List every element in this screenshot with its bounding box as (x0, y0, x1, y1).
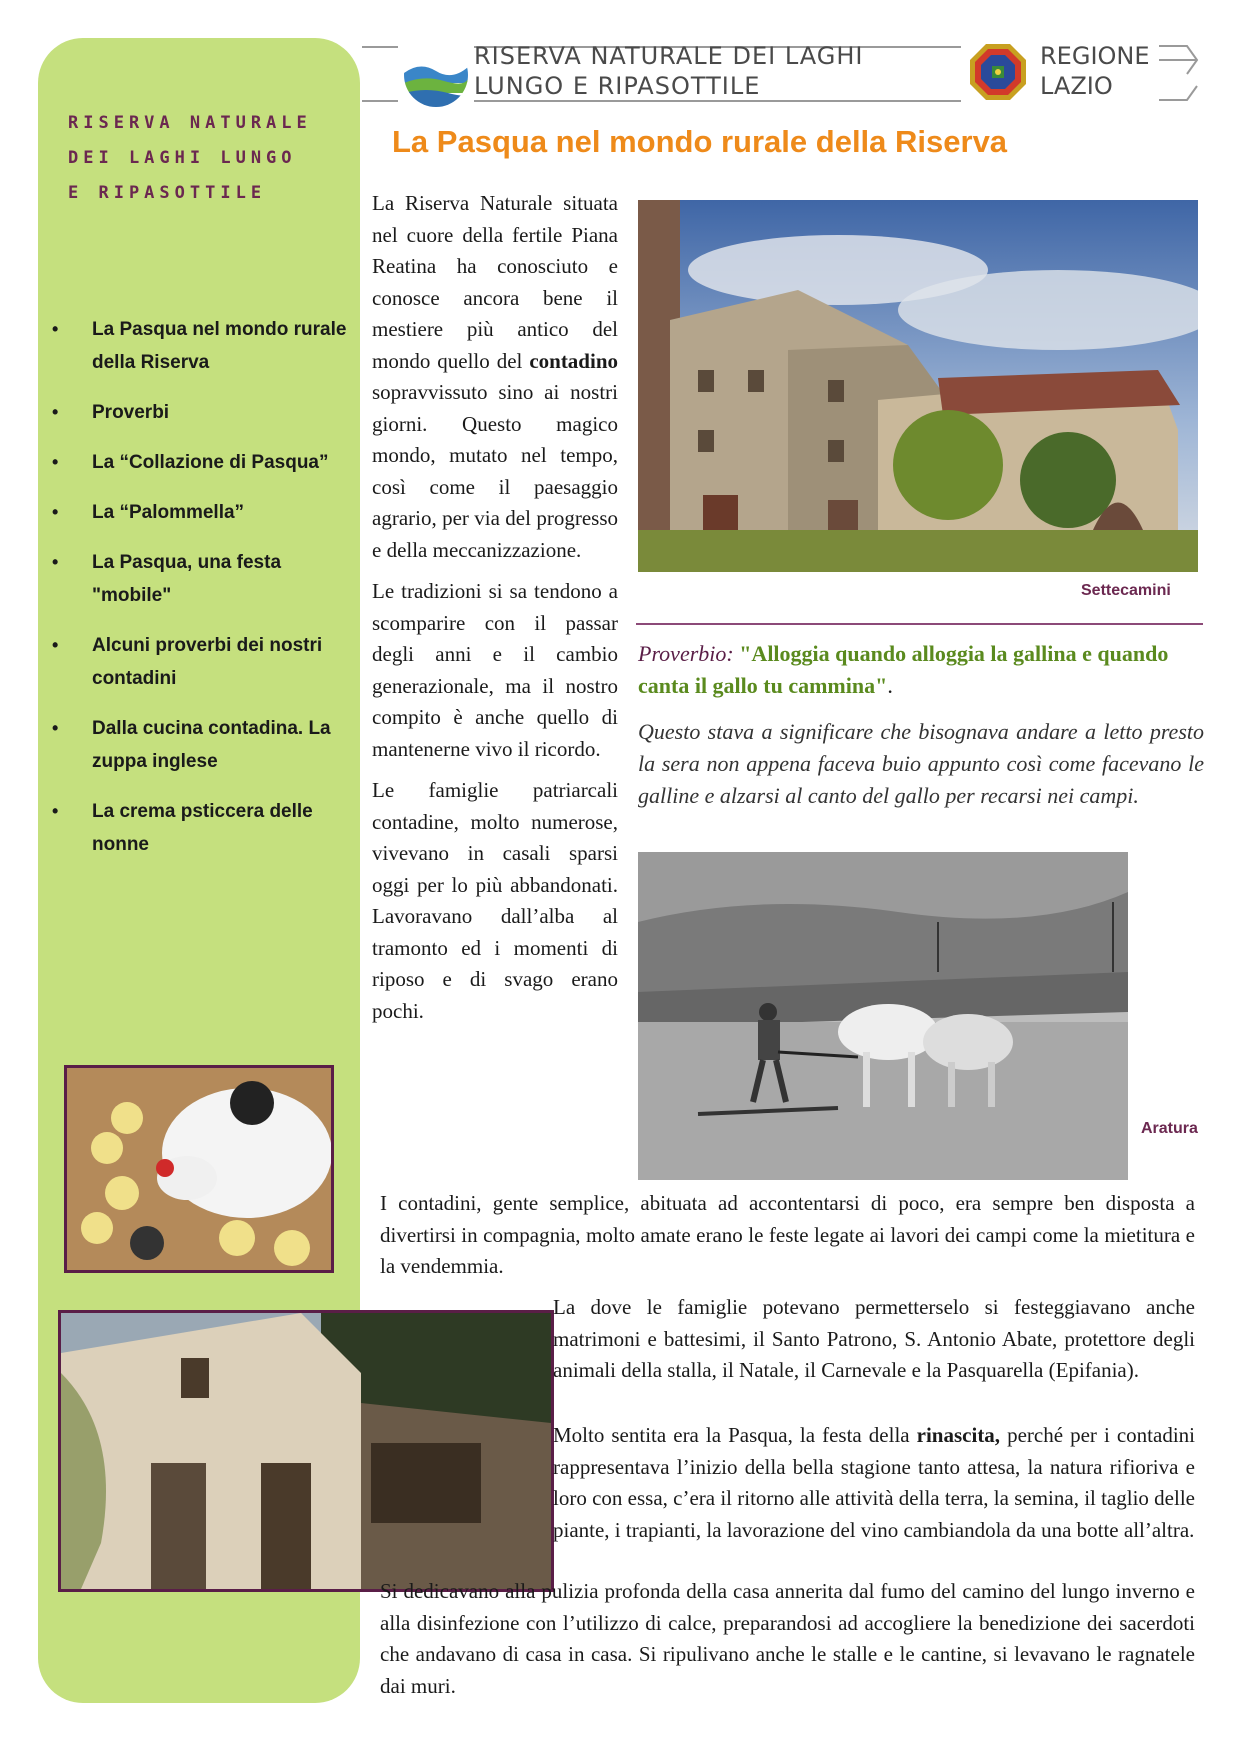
toc-item: • La Pasqua nel mondo rurale della Riserva (68, 313, 348, 379)
pasqua-paragraph: Molto sentita era la Pasqua, la festa della rinascita, perché per i contadini rappresentava l’inizio della bella stagione tanto attesa, la natura rifioriva e loro con essa, c’era il ritorno alle attività della terra, la semina, il taglio delle piante, i trapianti, la lavorazione del vino cambiandola da una botte all’altra. (553, 1423, 1195, 1542)
header-rule (362, 46, 398, 48)
settecamini-photo (638, 200, 1198, 572)
chicks-photo (64, 1065, 334, 1273)
settecamini-caption: Settecamini (1081, 582, 1171, 599)
riserva-logo-icon (404, 43, 468, 107)
aratura-photo (638, 852, 1128, 1180)
sidebar-title: RISERVA NATURALE DEI LAGHI LUNGO E RIPASOTTILE (68, 113, 312, 203)
pulizia-paragraph: Si dedicavano alla pulizia profonda della casa annerita dal fumo del camino del lungo inverno e alla disinfezione con l’utilizzo di calce, preparandosi ad accogliere la benedizione dei sacerdoti che andavano di casa in casa. Si ripulivano anche le stalle e le cantine, si levavano le ragnatele dai muri. (380, 1579, 1195, 1698)
regione-name (1040, 41, 1150, 101)
contadini-paragraph: I contadini, gente semplice, abituata ad accontentarsi di poco, era sempre ben disposta a divertirsi in compagnia, molto amate erano le feste legate ai lavori dei campi come la mietitura e la vendemmia. (380, 1191, 1195, 1278)
riserva-name (474, 41, 863, 101)
regione-line2: LAZIO (1040, 72, 1113, 100)
toc-item: • La “Palommella” (68, 496, 348, 529)
header-rule (362, 100, 398, 102)
regione-line1: REGIONE (1040, 42, 1150, 70)
old-house-photo (58, 1310, 554, 1592)
proverb-explanation: Questo stava a significare che bisognava andare a letto presto la sera non appena faceva buio appunto così come facevano le galline e alzarsi al canto del gallo per recarsi nei campi. (638, 719, 1204, 808)
aratura-caption: Aratura (1141, 1120, 1198, 1137)
toc-item: • Dalla cucina contadina. La zuppa inglese (68, 712, 348, 778)
intro-paragraph: La Riserva Naturale situata nel cuore della fertile Piana Reatina ha conosciuto e conosce ancora bene il mestiere più antico del mondo quello del contadino sopravvissuto sino ai nostri giorni. Questo magico mondo, mutato nel tempo, così come il paesaggio agrario, per via del progresso e della meccanizzazione. (372, 191, 618, 562)
riserva-name-line2: LUNGO E RIPASOTTILE (474, 72, 761, 100)
feste-paragraph: La dove le famiglie potevano permetterselo si festeggiavano anche matrimoni e battesimi, il Santo Patrono, S. Antonio Abate, protettore degli animali della stalla, il Natale, il Carnevale e la Pasquarella (Epifania). (553, 1295, 1195, 1382)
toc-item: • La crema psticcera delle nonne (68, 795, 348, 861)
toc-item: • La “Collazione di Pasqua” (68, 446, 348, 479)
tradizioni-paragraph: Le tradizioni si sa tendono a scomparire con il passar degli anni e il cambio generazionale, ma il nostro compito è anche quello di mantenerne vivo il ricordo. (372, 579, 618, 761)
famiglie-paragraph: Le famiglie patriarcali contadine, molto numerose, vivevano in casali sparsi oggi per lo più abbandonati. Lavoravano dall’alba al tramonto ed i momenti di riposo e di svago erano pochi. (372, 778, 618, 1023)
regione-chevron-icon (1157, 44, 1199, 104)
toc-item: • Proverbi (68, 396, 348, 429)
riserva-name-line1: RISERVA NATURALE DEI LAGHI (474, 42, 864, 70)
regione-lazio-crest-icon (969, 43, 1027, 101)
toc-item: • Alcuni proverbi dei nostri contadini (68, 629, 348, 695)
page-title: La Pasqua nel mondo rurale della Riserva (392, 124, 1008, 159)
section-divider (636, 623, 1203, 625)
page-header (362, 38, 1200, 110)
intro-column (372, 188, 618, 1037)
proverb: Proverbio: "Alloggia quando alloggia la gallina e quando canta il gallo tu cammina". (638, 641, 1169, 698)
table-of-contents (68, 313, 348, 878)
toc-item: • La Pasqua, una festa "mobile" (68, 546, 348, 612)
